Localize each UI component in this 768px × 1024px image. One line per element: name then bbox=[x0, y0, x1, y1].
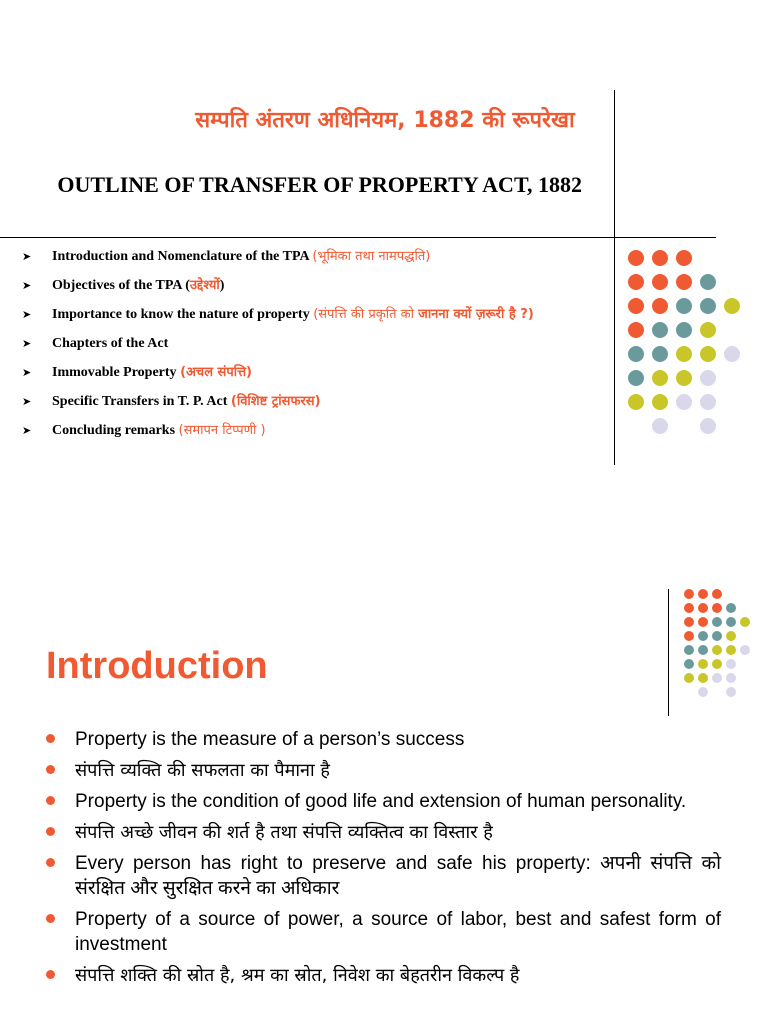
decorative-dot bbox=[652, 346, 668, 362]
list-item: ➤ Specific Transfers in T. P. Act (विशिष्ट ट्रांसफरस) bbox=[22, 391, 596, 413]
decorative-dot bbox=[726, 659, 736, 669]
title-english: OUTLINE OF TRANSFER OF PROPERTY ACT, 1882 bbox=[57, 172, 582, 197]
arrowhead-bullet-icon: ➤ bbox=[22, 279, 32, 292]
decorative-dot bbox=[684, 659, 694, 669]
decorative-dot bbox=[684, 645, 694, 655]
decorative-dot bbox=[684, 673, 694, 683]
decorative-dot bbox=[724, 346, 740, 362]
list-item: Property is the measure of a person’s success bbox=[46, 727, 721, 752]
decorative-dot bbox=[712, 617, 722, 627]
list-item: ➤ Objectives of the TPA (उद्देश्यों) bbox=[22, 275, 596, 297]
decorative-dot bbox=[740, 617, 750, 627]
list-item: Property is the condition of good life and extension of human personality. bbox=[46, 789, 721, 814]
title-hindi: सम्पति अंतरण अधिनियम, 1882 की रूपरेखा bbox=[195, 108, 575, 133]
decorative-dot bbox=[726, 631, 736, 641]
list-item: ➤ Importance to know the nature of property (संपत्ति की प्रकृति को जानना क्यों ज़रूरी है ?) bbox=[22, 304, 596, 326]
decorative-dot bbox=[628, 394, 644, 410]
decorative-dot bbox=[676, 298, 692, 314]
decorative-dot bbox=[652, 370, 668, 386]
horizontal-divider bbox=[0, 237, 716, 238]
decorative-dot bbox=[712, 673, 722, 683]
decorative-dot bbox=[684, 617, 694, 627]
decorative-dot bbox=[684, 589, 694, 599]
circle-bullet-icon bbox=[46, 827, 55, 836]
decorative-dot bbox=[628, 346, 644, 362]
vertical-divider bbox=[668, 589, 669, 716]
arrowhead-bullet-icon: ➤ bbox=[22, 395, 32, 408]
circle-bullet-icon bbox=[46, 914, 55, 923]
list-item: संपत्ति अच्छे जीवन की शर्त है तथा संपत्ति व्यक्तित्व का विस्तार है bbox=[46, 820, 721, 845]
decorative-dot bbox=[698, 645, 708, 655]
decorative-dot bbox=[652, 418, 668, 434]
decorative-dot bbox=[700, 418, 716, 434]
circle-bullet-icon bbox=[46, 796, 55, 805]
decorative-dot bbox=[700, 274, 716, 290]
decorative-dot bbox=[698, 687, 708, 697]
arrowhead-bullet-icon: ➤ bbox=[22, 424, 32, 437]
circle-bullet-icon bbox=[46, 734, 55, 743]
decorative-dot bbox=[628, 298, 644, 314]
decorative-dot bbox=[726, 687, 736, 697]
circle-bullet-icon bbox=[46, 970, 55, 979]
decorative-dot bbox=[712, 645, 722, 655]
decorative-dot bbox=[676, 346, 692, 362]
vertical-divider bbox=[614, 90, 615, 465]
decorative-dot bbox=[698, 603, 708, 613]
arrowhead-bullet-icon: ➤ bbox=[22, 366, 32, 379]
decorative-dot bbox=[698, 631, 708, 641]
decorative-dot bbox=[700, 346, 716, 362]
decorative-dot bbox=[628, 322, 644, 338]
decorative-dot bbox=[628, 370, 644, 386]
decorative-dot bbox=[652, 322, 668, 338]
slide-heading: Introduction bbox=[46, 645, 268, 687]
decorative-dot bbox=[700, 322, 716, 338]
decorative-dot bbox=[684, 603, 694, 613]
decorative-dot bbox=[676, 274, 692, 290]
list-item: Property of a source of power, a source of labor, best and safest form of investment bbox=[46, 907, 721, 957]
list-item: Every person has right to preserve and safe his property: अपनी संपत्ति को संरक्षित और सुरक्षित करने का अधिकार bbox=[46, 851, 721, 901]
decorative-dot bbox=[726, 617, 736, 627]
list-item: ➤ Introduction and Nomenclature of the TPA (भूमिका तथा नामपद्धति) bbox=[22, 246, 596, 268]
decorative-dot bbox=[698, 589, 708, 599]
decorative-dot bbox=[652, 394, 668, 410]
decorative-dot bbox=[700, 298, 716, 314]
decorative-dot bbox=[676, 322, 692, 338]
slide-introduction bbox=[0, 545, 768, 1024]
arrowhead-bullet-icon: ➤ bbox=[22, 308, 32, 321]
decorative-dot bbox=[628, 250, 644, 266]
decorative-dot bbox=[726, 645, 736, 655]
introduction-list bbox=[46, 727, 721, 994]
decorative-dot bbox=[712, 603, 722, 613]
decorative-dot bbox=[726, 673, 736, 683]
decorative-dot bbox=[712, 589, 722, 599]
decorative-dot bbox=[700, 394, 716, 410]
decorative-dot bbox=[698, 659, 708, 669]
list-item: ➤ Chapters of the Act bbox=[22, 333, 596, 355]
outline-list bbox=[22, 246, 596, 449]
decorative-dot bbox=[698, 673, 708, 683]
decorative-dot bbox=[724, 298, 740, 314]
decorative-dot bbox=[652, 298, 668, 314]
decorative-dot bbox=[700, 370, 716, 386]
decorative-dot bbox=[698, 617, 708, 627]
decorative-dot bbox=[726, 603, 736, 613]
circle-bullet-icon bbox=[46, 858, 55, 867]
decorative-dot bbox=[628, 274, 644, 290]
decorative-dot bbox=[740, 645, 750, 655]
decorative-dot bbox=[676, 394, 692, 410]
decorative-dot bbox=[712, 631, 722, 641]
arrowhead-bullet-icon: ➤ bbox=[22, 250, 32, 263]
list-item: ➤ Concluding remarks (समापन टिप्पणी ) bbox=[22, 420, 596, 442]
decorative-dot bbox=[684, 631, 694, 641]
decorative-dot bbox=[676, 370, 692, 386]
list-item: संपत्ति व्यक्ति की सफलता का पैमाना है bbox=[46, 758, 721, 783]
list-item: ➤ Immovable Property (अचल संपत्ति) bbox=[22, 362, 596, 384]
arrowhead-bullet-icon: ➤ bbox=[22, 337, 32, 350]
decorative-dot bbox=[676, 250, 692, 266]
decorative-dot bbox=[712, 659, 722, 669]
list-item: संपत्ति शक्ति की स्रोत है, श्रम का स्रोत, निवेश का बेहतरीन विकल्प है bbox=[46, 963, 721, 988]
decorative-dot bbox=[652, 250, 668, 266]
circle-bullet-icon bbox=[46, 765, 55, 774]
decorative-dot bbox=[652, 274, 668, 290]
